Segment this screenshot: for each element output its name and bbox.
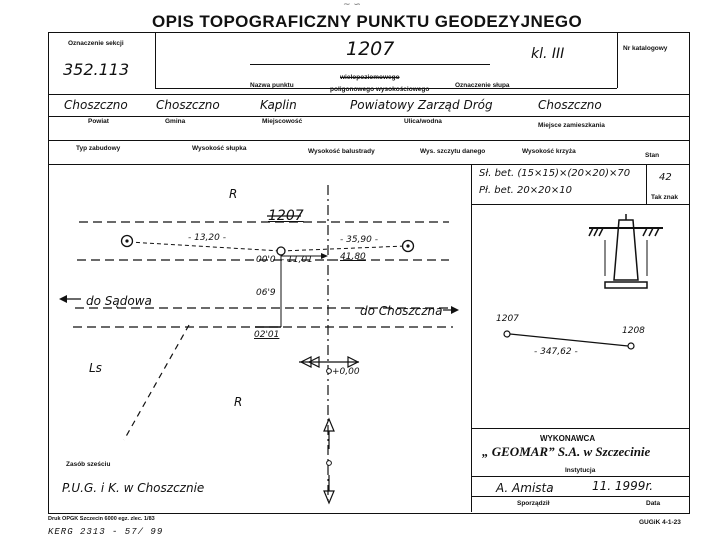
institution-label: Instytucja (565, 467, 596, 474)
dist-41: 41,80 (340, 252, 366, 262)
contractor-label: WYKONAWCA (540, 434, 596, 443)
powiat-label: Powiat (88, 118, 109, 125)
section-label: Oznaczenie sekcji (68, 40, 124, 47)
gmina-value: Choszczno (156, 98, 220, 112)
footer-gugik: GUGiK 4-1-23 (639, 519, 681, 526)
dist-left: - 13,20 - (188, 233, 226, 243)
spec-line-2: Pł. bet. 20×20×10 (479, 185, 572, 196)
gmina-label: Gmina (165, 118, 186, 125)
state-label: Tak znak (651, 194, 678, 201)
ulica-label: Ulica/wodna (404, 118, 442, 125)
val-06: 06'9 (256, 288, 276, 298)
monument-section-drawing (585, 214, 667, 294)
val-zero: +0,00 (332, 367, 360, 377)
footer-print-info: Druk OPGK Szczecin 6000 egz. zlec. 1/83 (48, 516, 155, 522)
ulica-value: Powiatowy Zarząd Dróg (350, 98, 493, 112)
stan-label: Stan (645, 152, 660, 159)
spec-line-1: Sł. bet. (15×15)×(20×20)×70 (479, 168, 631, 179)
point-number: 1207 (346, 38, 395, 60)
miejscowosc-label: Miejscowość (262, 118, 303, 125)
val-000: 00'0 (256, 255, 276, 265)
person-label: Sporządził (517, 500, 550, 507)
network-label-1: wielopoziomowego (340, 74, 400, 81)
point-class: kl. III (531, 46, 565, 62)
point-name-label: Nazwa punktu (250, 82, 294, 89)
bearing-to-label: 1208 (622, 326, 645, 336)
road-right-label: do Choszczna (360, 304, 443, 318)
powiat-value: Choszczno (64, 98, 128, 112)
val-02: 02'01 (254, 330, 280, 340)
miejsce-value: Choszczno (538, 98, 602, 112)
typ-label: Typ zabudowy (76, 145, 121, 152)
storage-value: P.U.G. i K. w Choszcznie (62, 481, 205, 495)
network-label-2: poligonowego wysokościowego (330, 86, 430, 93)
wys-balustr-label: Wysokość balustrady (308, 148, 375, 155)
sketch-point-label: 1207 (268, 208, 304, 224)
wys-krzyza-label: Wysokość krzyża (522, 148, 576, 155)
bearing-from-label: 1207 (496, 314, 519, 324)
catalog-label: Nr katalogowy (623, 45, 668, 52)
stamp-mark: ~ ∽ (343, 0, 361, 10)
dist-mid: - 11,01 - (281, 255, 319, 265)
sketch-r-bottom: R (234, 395, 243, 409)
wys-szczytu-label: Wys. szczytu danego (420, 148, 486, 155)
miejscowosc-value: Kaplin (260, 98, 297, 112)
sketch-r-top: R (229, 187, 238, 201)
sketch-ls: Ls (89, 361, 102, 375)
section-value: 352.113 (63, 60, 130, 79)
road-left-label: do Sądowa (86, 294, 152, 308)
contractor-person: A. Amista (496, 481, 554, 495)
bearing-distance: - 347,62 - (534, 347, 578, 357)
storage-label: Zasób sześciu (66, 461, 111, 468)
form-title: OPIS TOPOGRAFICZNY PUNKTU GEODEZYJNEGO (152, 12, 583, 31)
contractor-name: „ GEOMAR” S.A. w Szczecinie (482, 444, 651, 459)
marking-label: Oznaczenie słupa (455, 82, 510, 89)
dist-right: - 35,90 - (340, 235, 378, 245)
footer-kerg: KERG 2313 - 57/ 99 (48, 527, 164, 537)
date-label: Data (646, 500, 661, 507)
contractor-date: 11. 1999r. (592, 479, 654, 493)
wys-slupka-label: Wysokość słupka (192, 145, 247, 152)
state-value: 42 (659, 172, 672, 183)
miejsce-label: Miejsce zamieszkania (538, 122, 605, 129)
